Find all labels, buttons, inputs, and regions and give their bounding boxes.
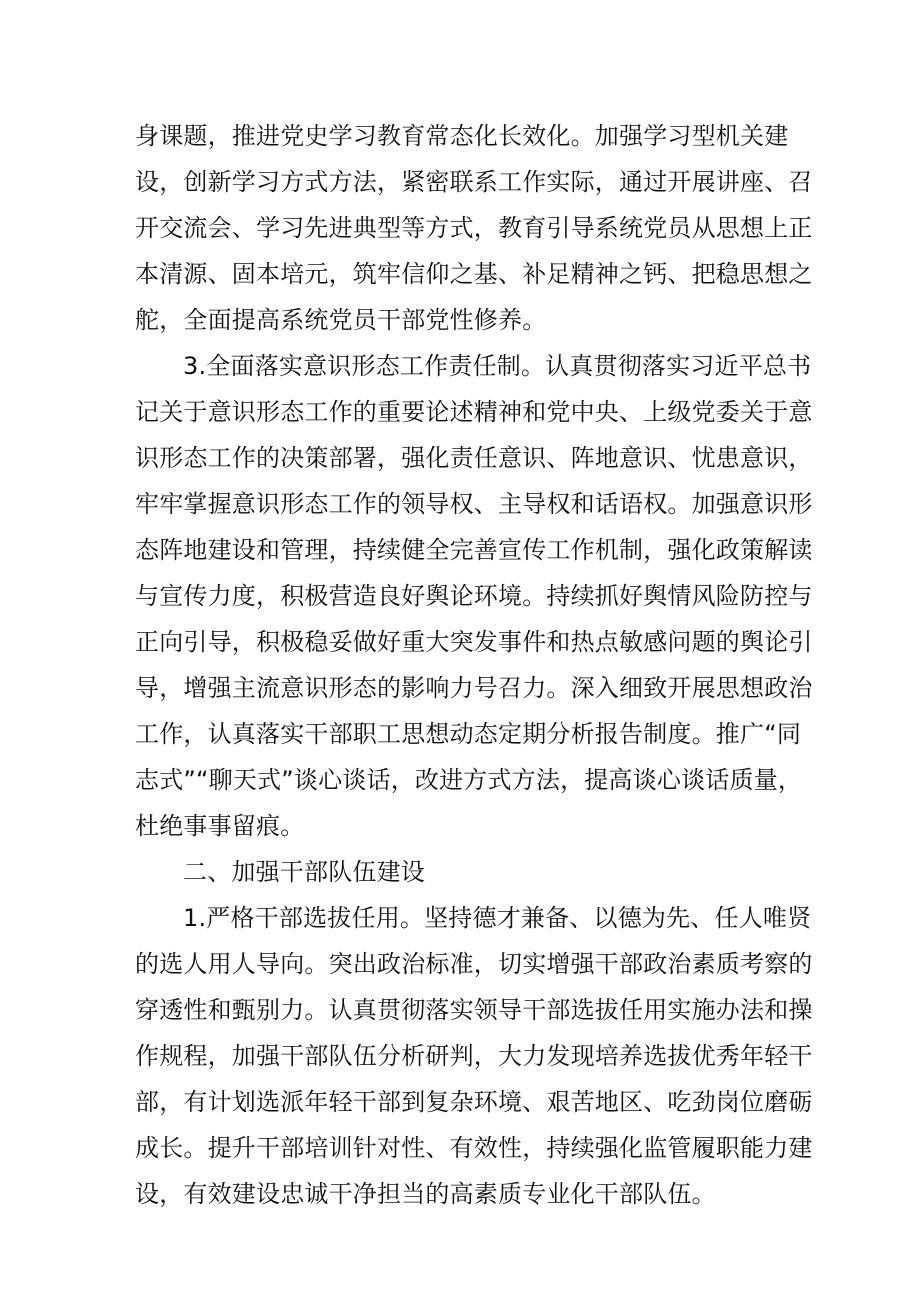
text-line: 志式”“聊天式”谈心谈话，改进方式方法，提高谈心谈话质量， xyxy=(135,766,803,794)
text-line: 态阵地建设和管理，持续健全完善宣传工作机制，强化政策解读 xyxy=(135,536,813,564)
text-line: 杜绝事事留痕。 xyxy=(135,812,305,840)
text-line: 身课题，推进党史学习教育常态化长效化。加强学习型机关建 xyxy=(135,122,789,150)
paragraph-heading-3: 3.全面落实意识形态工作责任制。认真贯彻落实习近平总书 xyxy=(183,352,812,380)
text-line: 舵，全面提高系统党员干部党性修养。 xyxy=(135,306,547,334)
text-line: 正向引导，积极稳妥做好重大突发事件和热点敏感问题的舆论引 xyxy=(135,628,813,656)
paragraph-heading-1: 1.严格干部选拔任用。坚持德才兼备、以德为先、任人唯贤 xyxy=(183,904,812,932)
text-line: 牢牢掌握意识形态工作的领导权、主导权和话语权。加强意识形 xyxy=(135,490,813,518)
text-line: 的选人用人导向。突出政治标准，切实增强干部政治素质考察的 xyxy=(135,950,813,978)
text-line: 与宣传力度，积极营造良好舆论环境。持续抓好舆情风险防控与 xyxy=(135,582,813,610)
text-line: 工作，认真落实干部职工思想动态定期分析报告制度。推广“同 xyxy=(135,720,802,748)
text-line: 作规程，加强干部队伍分析研判，大力发现培养选拔优秀年轻干 xyxy=(135,1042,813,1070)
text-line: 开交流会、学习先进典型等方式，教育引导系统党员从思想上正 xyxy=(135,214,813,242)
text-line: 部，有计划选派年轻干部到复杂环境、艰苦地区、吃劲岗位磨砺 xyxy=(135,1088,813,1116)
text-line: 本清源、固本培元，筑牢信仰之基、补足精神之钙、把稳思想之 xyxy=(135,260,813,288)
text-line: 导，增强主流意识形态的影响力号召力。深入细致开展思想政治 xyxy=(135,674,813,702)
text-line: 记关于意识形态工作的重要论述精神和党中央、上级党委关于意 xyxy=(135,398,813,426)
section-heading: 二、加强干部队伍建设 xyxy=(183,858,425,886)
text-line: 识形态工作的决策部署，强化责任意识、阵地意识、忧患意识， xyxy=(135,444,813,472)
text-line: 设，有效建设忠诚干净担当的高素质专业化干部队伍。 xyxy=(135,1180,716,1208)
text-line: 成长。提升干部培训针对性、有效性，持续强化监管履职能力建 xyxy=(135,1134,813,1162)
document-body xyxy=(135,113,815,1217)
text-line: 设，创新学习方式方法，紧密联系工作实际，通过开展讲座、召 xyxy=(135,168,813,196)
text-line: 穿透性和甄别力。认真贯彻落实领导干部选拔任用实施办法和操 xyxy=(135,996,813,1024)
